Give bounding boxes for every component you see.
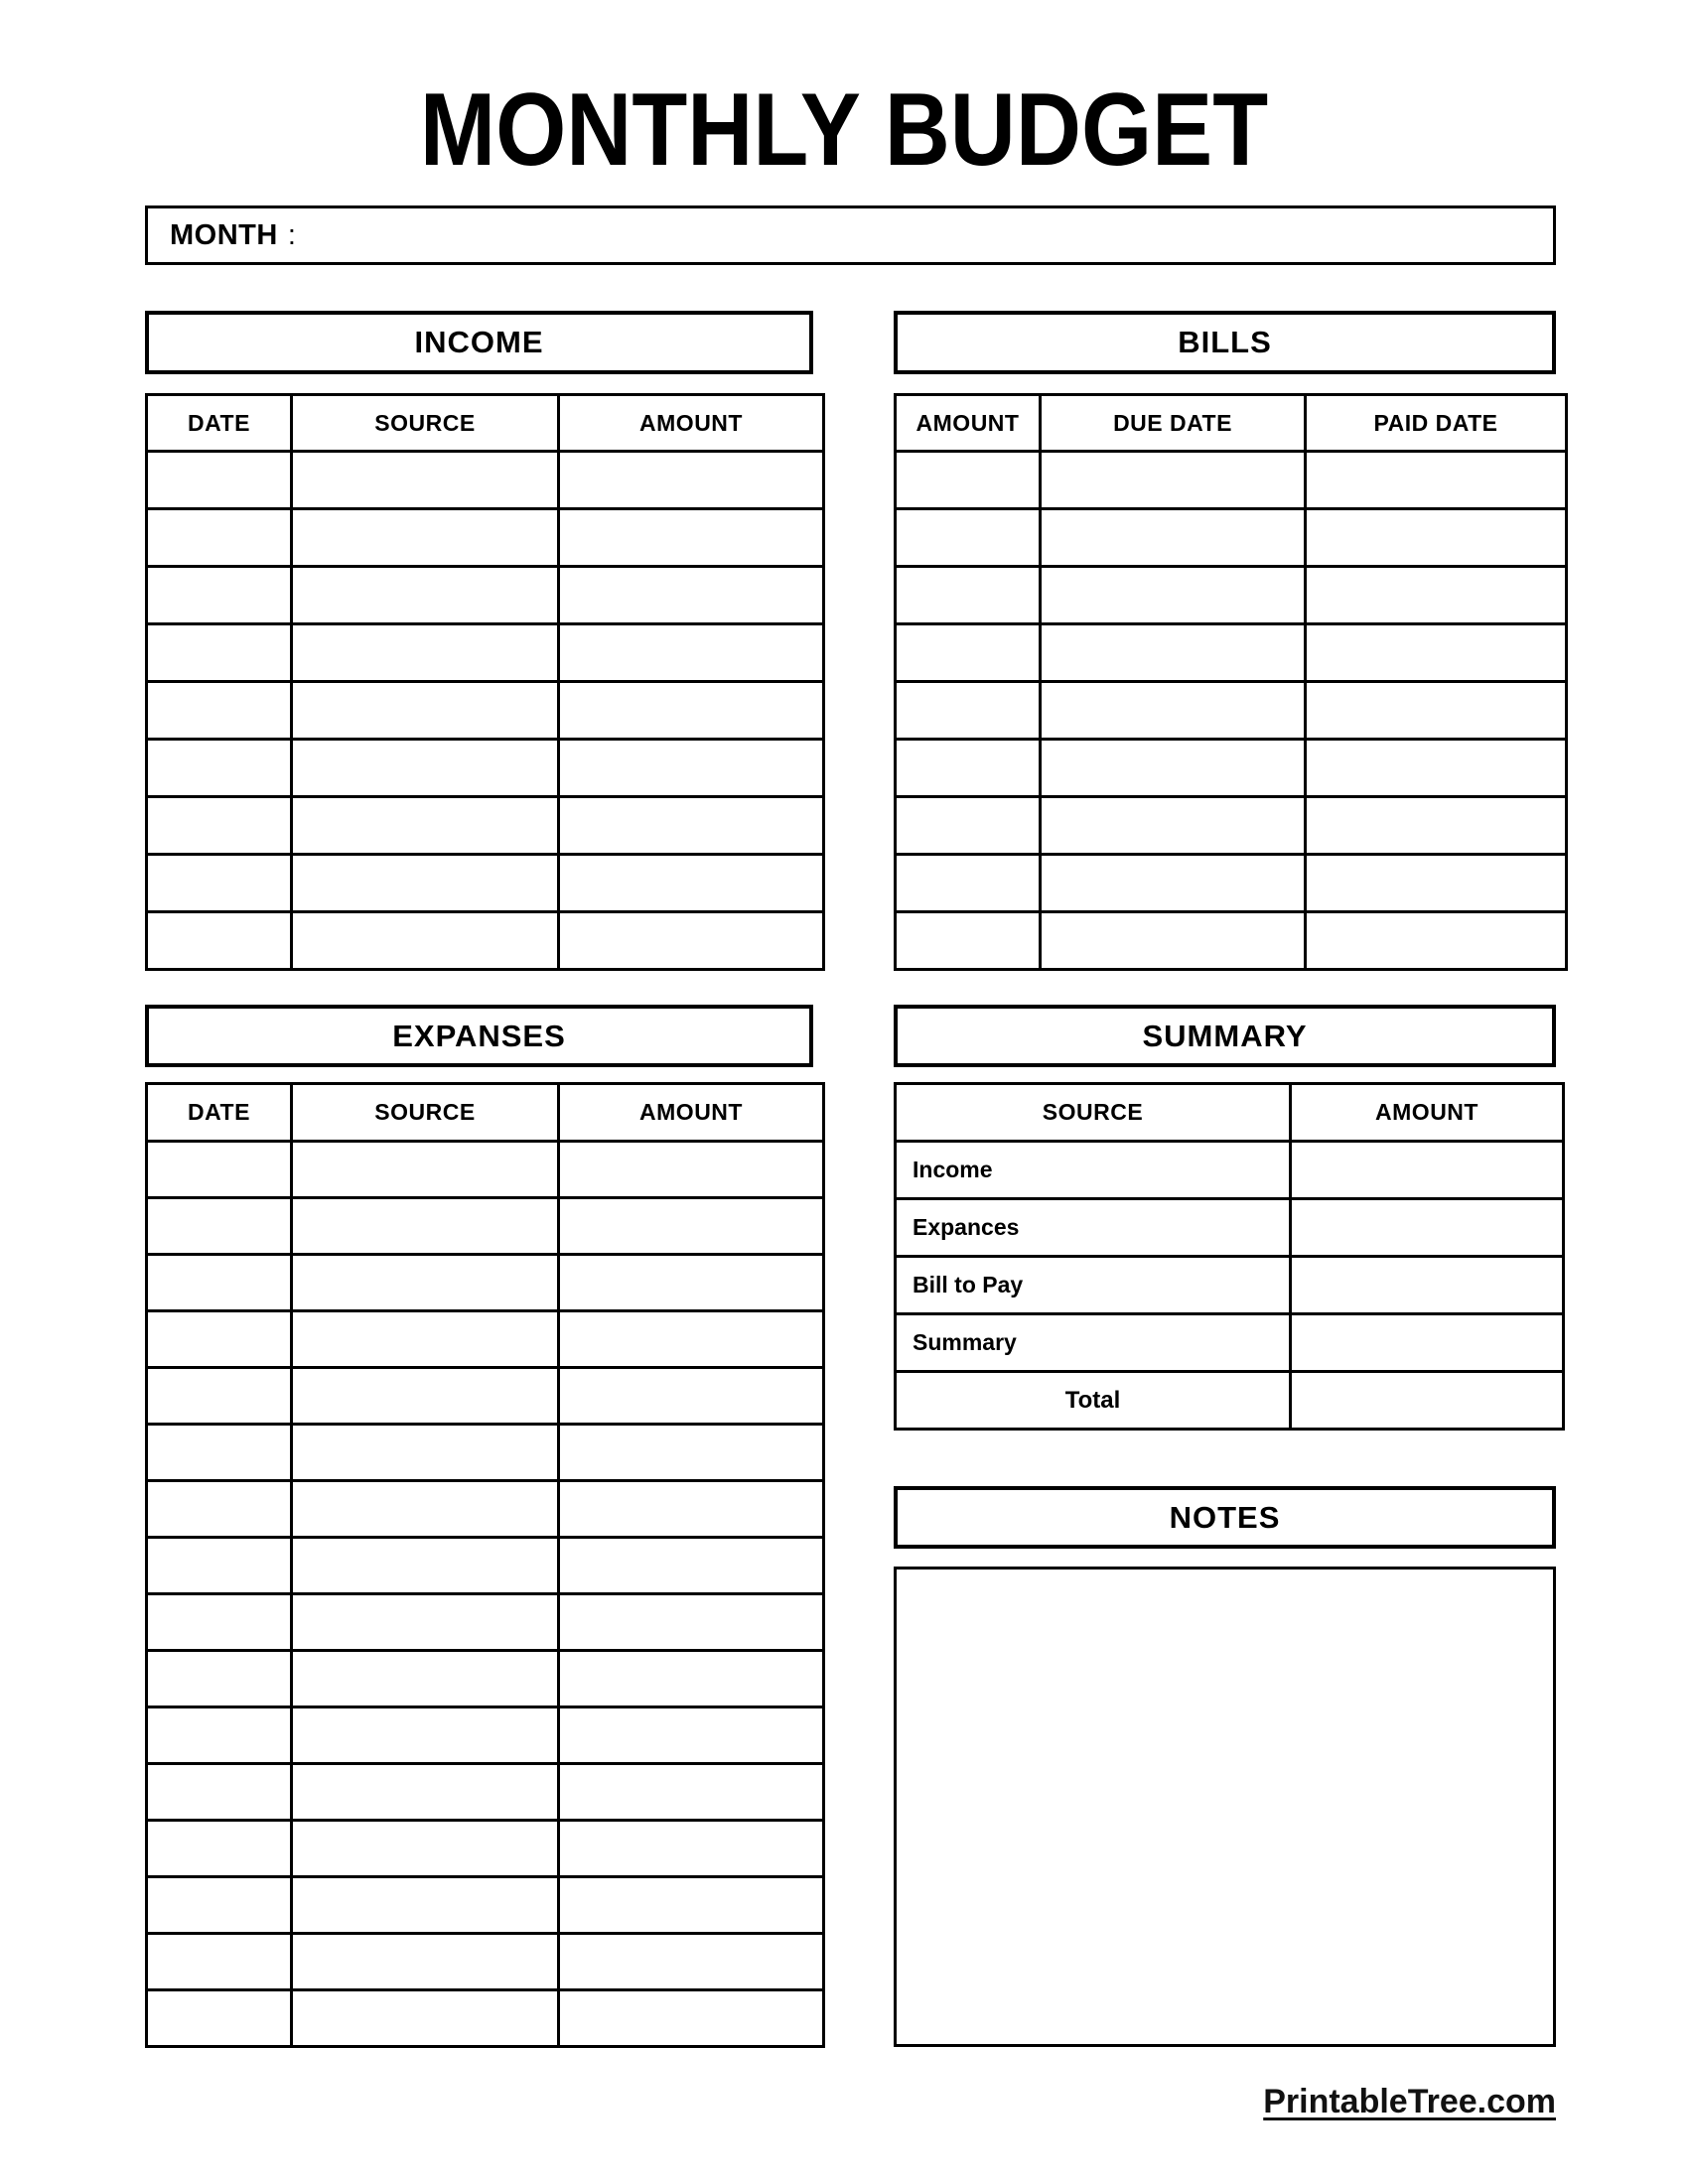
summary-row-label: Summary bbox=[896, 1314, 1291, 1372]
empty-cell bbox=[559, 1368, 824, 1425]
summary-row-label: Income bbox=[896, 1142, 1291, 1199]
empty-cell bbox=[896, 740, 1041, 797]
table-row bbox=[147, 912, 824, 970]
empty-cell bbox=[147, 452, 292, 509]
summary-row-amount bbox=[1291, 1314, 1564, 1372]
income-table bbox=[145, 393, 825, 971]
table-row bbox=[147, 452, 824, 509]
empty-cell bbox=[1041, 624, 1306, 682]
empty-cell bbox=[559, 797, 824, 855]
empty-cell bbox=[292, 1990, 559, 2047]
empty-cell bbox=[1306, 682, 1567, 740]
column-header: DATE bbox=[147, 395, 292, 452]
income-section-header: INCOME bbox=[145, 311, 813, 374]
empty-cell bbox=[559, 1481, 824, 1538]
column-header: AMOUNT bbox=[559, 1084, 824, 1142]
empty-cell bbox=[147, 797, 292, 855]
column-header: SOURCE bbox=[896, 1084, 1291, 1142]
table-row bbox=[147, 1934, 824, 1990]
empty-cell bbox=[1041, 682, 1306, 740]
empty-cell bbox=[1306, 740, 1567, 797]
empty-cell bbox=[1041, 567, 1306, 624]
empty-cell bbox=[292, 452, 559, 509]
month-colon: : bbox=[287, 218, 296, 251]
table-row bbox=[147, 740, 824, 797]
column-header: AMOUNT bbox=[559, 395, 824, 452]
table-row bbox=[147, 797, 824, 855]
summary-total-label: Total bbox=[896, 1372, 1291, 1430]
empty-cell bbox=[147, 855, 292, 912]
empty-cell bbox=[1306, 509, 1567, 567]
table-row bbox=[147, 1368, 824, 1425]
table-row bbox=[147, 1425, 824, 1481]
notes-section-header: NOTES bbox=[894, 1486, 1556, 1549]
summary-row-label: Bill to Pay bbox=[896, 1257, 1291, 1314]
column-header: DUE DATE bbox=[1041, 395, 1306, 452]
table-row bbox=[896, 452, 1567, 509]
empty-cell bbox=[292, 855, 559, 912]
empty-cell bbox=[292, 1198, 559, 1255]
empty-cell bbox=[292, 1707, 559, 1764]
month-box bbox=[145, 205, 1556, 265]
bills-section-header: BILLS bbox=[894, 311, 1556, 374]
empty-cell bbox=[147, 740, 292, 797]
table-row bbox=[896, 682, 1567, 740]
empty-cell bbox=[292, 682, 559, 740]
empty-cell bbox=[147, 912, 292, 970]
empty-cell bbox=[559, 1877, 824, 1934]
footer bbox=[894, 2083, 1556, 2121]
empty-cell bbox=[896, 682, 1041, 740]
income-header-row bbox=[147, 395, 824, 452]
table-row bbox=[147, 567, 824, 624]
empty-cell bbox=[147, 624, 292, 682]
bills-table bbox=[894, 393, 1568, 971]
summary-row bbox=[896, 1199, 1564, 1257]
summary-total-amount bbox=[1291, 1372, 1564, 1430]
empty-cell bbox=[147, 1481, 292, 1538]
empty-cell bbox=[559, 912, 824, 970]
empty-cell bbox=[559, 1255, 824, 1311]
footer-link[interactable]: PrintableTree.com bbox=[1263, 2083, 1556, 2120]
empty-cell bbox=[896, 912, 1041, 970]
month-label: MONTH bbox=[170, 218, 278, 251]
empty-cell bbox=[292, 1142, 559, 1198]
table-row bbox=[147, 1990, 824, 2047]
empty-cell bbox=[147, 1255, 292, 1311]
empty-cell bbox=[1041, 509, 1306, 567]
table-row bbox=[896, 912, 1567, 970]
empty-cell bbox=[147, 1198, 292, 1255]
empty-cell bbox=[292, 1821, 559, 1877]
empty-cell bbox=[292, 1425, 559, 1481]
bills-header-row bbox=[896, 395, 1567, 452]
column-header: PAID DATE bbox=[1306, 395, 1567, 452]
empty-cell bbox=[292, 1481, 559, 1538]
empty-cell bbox=[147, 509, 292, 567]
empty-cell bbox=[147, 1142, 292, 1198]
empty-cell bbox=[292, 797, 559, 855]
table-row bbox=[147, 1707, 824, 1764]
empty-cell bbox=[1306, 624, 1567, 682]
empty-cell bbox=[559, 682, 824, 740]
empty-cell bbox=[292, 1594, 559, 1651]
empty-cell bbox=[292, 740, 559, 797]
empty-cell bbox=[559, 509, 824, 567]
table-row bbox=[147, 624, 824, 682]
summary-total-row bbox=[896, 1372, 1564, 1430]
empty-cell bbox=[559, 1538, 824, 1594]
table-row bbox=[896, 797, 1567, 855]
summary-row-label: Expances bbox=[896, 1199, 1291, 1257]
empty-cell bbox=[896, 624, 1041, 682]
table-row bbox=[147, 1255, 824, 1311]
table-row bbox=[896, 855, 1567, 912]
summary-row-amount bbox=[1291, 1142, 1564, 1199]
notes-box bbox=[894, 1567, 1556, 2047]
empty-cell bbox=[896, 452, 1041, 509]
empty-cell bbox=[559, 1990, 824, 2047]
empty-cell bbox=[1306, 797, 1567, 855]
empty-cell bbox=[896, 855, 1041, 912]
empty-cell bbox=[147, 1311, 292, 1368]
empty-cell bbox=[147, 1538, 292, 1594]
summary-row bbox=[896, 1314, 1564, 1372]
summary-row-amount bbox=[1291, 1257, 1564, 1314]
empty-cell bbox=[559, 1651, 824, 1707]
column-header: DATE bbox=[147, 1084, 292, 1142]
empty-cell bbox=[559, 1198, 824, 1255]
empty-cell bbox=[559, 855, 824, 912]
summary-section-header: SUMMARY bbox=[894, 1005, 1556, 1067]
empty-cell bbox=[292, 1311, 559, 1368]
empty-cell bbox=[559, 567, 824, 624]
empty-cell bbox=[292, 509, 559, 567]
empty-cell bbox=[1306, 912, 1567, 970]
empty-cell bbox=[147, 1821, 292, 1877]
column-header: SOURCE bbox=[292, 1084, 559, 1142]
empty-cell bbox=[1306, 452, 1567, 509]
empty-cell bbox=[292, 567, 559, 624]
empty-cell bbox=[559, 452, 824, 509]
empty-cell bbox=[292, 1877, 559, 1934]
page-title: MONTHLY BUDGET bbox=[419, 72, 1269, 188]
empty-cell bbox=[559, 740, 824, 797]
summary-table bbox=[894, 1082, 1565, 1431]
table-row bbox=[147, 1821, 824, 1877]
column-header: SOURCE bbox=[292, 395, 559, 452]
empty-cell bbox=[292, 1255, 559, 1311]
empty-cell bbox=[896, 567, 1041, 624]
expanses-table bbox=[145, 1082, 825, 2048]
table-row bbox=[147, 1311, 824, 1368]
table-row bbox=[896, 624, 1567, 682]
table-row bbox=[896, 509, 1567, 567]
empty-cell bbox=[559, 1707, 824, 1764]
empty-cell bbox=[292, 912, 559, 970]
table-row bbox=[896, 567, 1567, 624]
empty-cell bbox=[292, 1538, 559, 1594]
table-row bbox=[896, 740, 1567, 797]
empty-cell bbox=[559, 1934, 824, 1990]
empty-cell bbox=[1306, 567, 1567, 624]
empty-cell bbox=[1041, 855, 1306, 912]
empty-cell bbox=[147, 1651, 292, 1707]
empty-cell bbox=[559, 1311, 824, 1368]
empty-cell bbox=[147, 1990, 292, 2047]
expanses-header-row bbox=[147, 1084, 824, 1142]
empty-cell bbox=[147, 1764, 292, 1821]
summary-row-amount bbox=[1291, 1199, 1564, 1257]
empty-cell bbox=[147, 567, 292, 624]
empty-cell bbox=[147, 1707, 292, 1764]
empty-cell bbox=[292, 1934, 559, 1990]
expanses-section-header: EXPANSES bbox=[145, 1005, 813, 1067]
empty-cell bbox=[292, 1651, 559, 1707]
empty-cell bbox=[559, 1764, 824, 1821]
table-row bbox=[147, 509, 824, 567]
summary-row bbox=[896, 1142, 1564, 1199]
empty-cell bbox=[147, 682, 292, 740]
table-row bbox=[147, 1538, 824, 1594]
empty-cell bbox=[559, 1142, 824, 1198]
summary-header-row bbox=[896, 1084, 1564, 1142]
empty-cell bbox=[147, 1877, 292, 1934]
empty-cell bbox=[147, 1368, 292, 1425]
empty-cell bbox=[292, 1764, 559, 1821]
empty-cell bbox=[896, 509, 1041, 567]
column-header: AMOUNT bbox=[1291, 1084, 1564, 1142]
summary-row bbox=[896, 1257, 1564, 1314]
table-row bbox=[147, 1651, 824, 1707]
empty-cell bbox=[896, 797, 1041, 855]
table-row bbox=[147, 1198, 824, 1255]
empty-cell bbox=[1306, 855, 1567, 912]
table-row bbox=[147, 855, 824, 912]
empty-cell bbox=[559, 1821, 824, 1877]
empty-cell bbox=[559, 1594, 824, 1651]
empty-cell bbox=[1041, 452, 1306, 509]
empty-cell bbox=[147, 1934, 292, 1990]
empty-cell bbox=[292, 1368, 559, 1425]
table-row bbox=[147, 1877, 824, 1934]
empty-cell bbox=[292, 624, 559, 682]
table-row bbox=[147, 1142, 824, 1198]
table-row bbox=[147, 682, 824, 740]
empty-cell bbox=[1041, 912, 1306, 970]
empty-cell bbox=[147, 1594, 292, 1651]
empty-cell bbox=[559, 624, 824, 682]
table-row bbox=[147, 1481, 824, 1538]
column-header: AMOUNT bbox=[896, 395, 1041, 452]
table-row bbox=[147, 1594, 824, 1651]
empty-cell bbox=[147, 1425, 292, 1481]
table-row bbox=[147, 1764, 824, 1821]
empty-cell bbox=[1041, 797, 1306, 855]
empty-cell bbox=[559, 1425, 824, 1481]
empty-cell bbox=[1041, 740, 1306, 797]
